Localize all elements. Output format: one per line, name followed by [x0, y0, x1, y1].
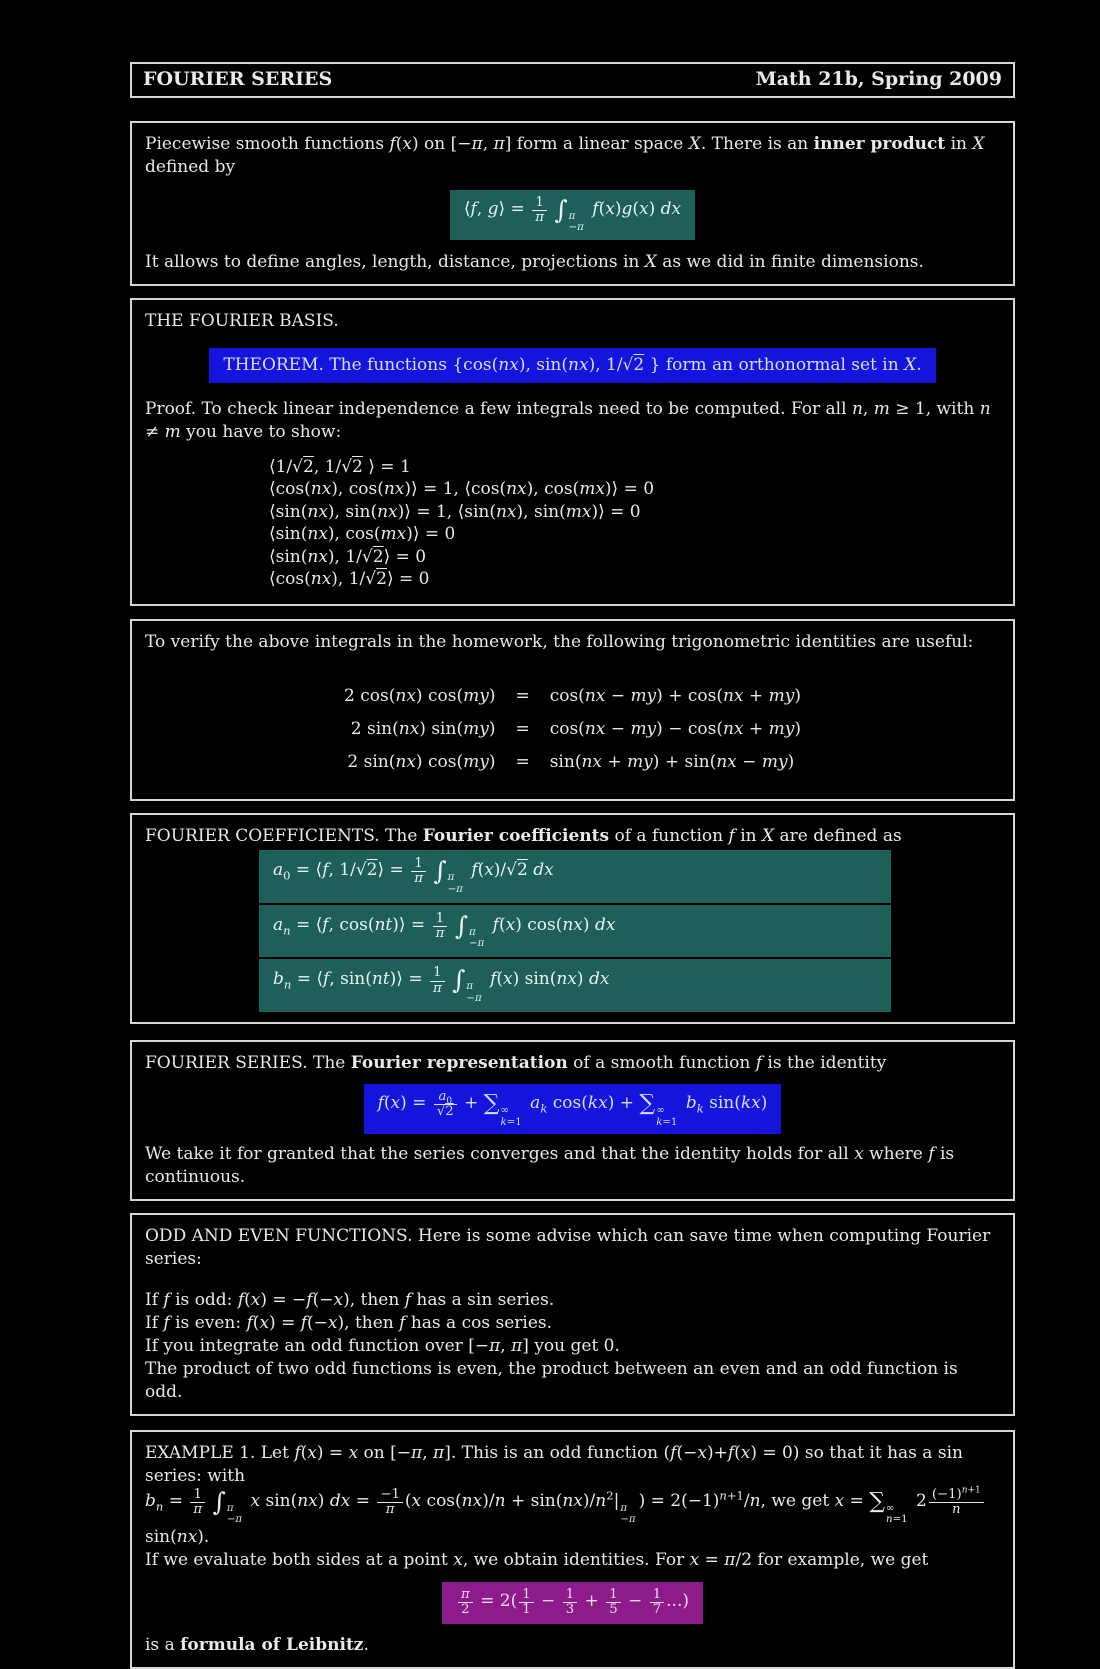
inner-product-note: It allows to define angles, length, distance, projections in X as we did in finite dimensions. [145, 252, 924, 273]
series-formula: f(x) = $\frac{a_0}{√2}$ + ∑ ∞ k=1 $a_k$ cos(kx) + ∑ ∞ k=1 $b_k$ sin(kx) [364, 1084, 782, 1135]
course-label: Math 21b, Spring 2009 [755, 68, 1002, 90]
document-page [130, 62, 1015, 1669]
inner-product-formula: ⟨f, g⟩ = $\frac{1}{\pi}$ ∫ π −π f(x)g(x) dx [450, 190, 695, 241]
trig-identities-section [130, 619, 1015, 801]
identity-row [344, 746, 801, 779]
identity-row [344, 713, 801, 746]
theorem-highlight: THEOREM. The functions {cos(nx), sin(nx), 1/√2 } form an orthonormal set in X. [209, 348, 935, 383]
coefficient-formula-bn: $b_n$ = ⟨f, sin(nt)⟩ = $\frac{1}{\pi}$ ∫ π −π f(x) sin(nx) dx [259, 959, 891, 1012]
example-text-3: If we evaluate both sides at a point x, we obtain identities. For x = π/2 for example, we get [145, 1550, 929, 1571]
identity-lhs: 2 cos(nx) cos(my) [344, 686, 496, 707]
odd-even-line: If f is odd: f(x) = −f(−x), then f has a sin series. [145, 1290, 555, 1311]
orthogonality-line: ⟨1/√2, 1/√2 ⟩ = 1 [269, 456, 411, 477]
orthogonality-line: ⟨sin(nx), 1/√2⟩ = 0 [269, 546, 427, 567]
example-text-2: $b_n$ = $\frac{1}{\pi}$ ∫ π −π x sin(nx) dx = $\frac{-1}{\pi}$ (x $\cos(nx)/n + \sin(nx)/n^2|$ π −π ) = $2(-1)^{n+1}/n$, we get x = ∑ ∞ n=1 2 $\frac{(-1)^{n+1}}{n}$ sin(nx). [145, 1488, 1000, 1550]
example-text-4: is a formula of Leibnitz. [145, 1634, 369, 1655]
example-text-1: EXAMPLE 1. Let f(x) = x on [−π, π]. This is an odd function (f(−x)+f(x) = 0) so that it has a sin series: with [145, 1442, 963, 1486]
identities-intro: To verify the above integrals in the homework, the following trigonometric identities are useful: [145, 632, 974, 653]
example-section [130, 1430, 1015, 1669]
identity-equals: = [515, 719, 530, 740]
leibnitz-formula: $\frac{\pi}{2}$ = 2( $\frac{1}{1}$ − $\frac{1}{3}$ + $\frac{1}{5}$ − $\frac{1}{7}$ ...) [442, 1582, 703, 1624]
odd-even-rules [145, 1289, 1000, 1404]
series-title: FOURIER SERIES. The Fourier representation of a smooth function f is the identity [145, 1052, 887, 1073]
identity-rhs: cos(nx − my) − cos(nx + my) [549, 719, 801, 740]
orthogonality-line: ⟨sin(nx), cos(mx)⟩ = 0 [269, 524, 456, 545]
coefficients-title: FOURIER COEFFICIENTS. The Fourier coefficients of a function f in X are defined as [145, 826, 902, 847]
orthogonality-line: ⟨cos(nx), 1/√2⟩ = 0 [269, 568, 430, 589]
page-title: FOURIER SERIES [143, 68, 333, 90]
inner-product-section [130, 121, 1015, 286]
identity-rhs: sin(nx + my) + sin(nx − my) [549, 752, 795, 773]
orthogonality-line: ⟨cos(nx), cos(nx)⟩ = 1, ⟨cos(nx), cos(mx)⟩ = 0 [269, 479, 655, 500]
identity-lhs: 2 sin(nx) cos(my) [347, 752, 496, 773]
identity-equals: = [515, 752, 530, 773]
odd-even-line: The product of two odd functions is even, the product between an even and an odd function is odd. [145, 1358, 958, 1402]
odd-even-section [130, 1213, 1015, 1416]
identities-table [344, 680, 801, 779]
orthogonality-list [269, 456, 1000, 591]
series-note: We take it for granted that the series converges and that the identity holds for all x where f is continuous. [145, 1144, 955, 1188]
proof-text: Proof. To check linear independence a few integrals need to be computed. For all n, m ≥ 1, with n ≠ m you have to show: [145, 398, 991, 442]
identity-rhs: cos(nx − my) + cos(nx + my) [549, 686, 801, 707]
header [130, 62, 1015, 98]
orthogonality-line: ⟨sin(nx), sin(nx)⟩ = 1, ⟨sin(nx), sin(mx)⟩ = 0 [269, 501, 641, 522]
identity-equals: = [515, 686, 530, 707]
identity-row [344, 680, 801, 713]
odd-even-title: ODD AND EVEN FUNCTIONS. Here is some advise which can save time when computing Fourier series: [145, 1226, 991, 1270]
fourier-basis-section [130, 298, 1015, 606]
inner-product-intro: Piecewise smooth functions f(x) on [−π, π] form a linear space X. There is an inner product in X defined by [145, 133, 985, 177]
odd-even-line: If you integrate an odd function over [−π, π] you get 0. [145, 1335, 620, 1356]
fourier-series-section [130, 1040, 1015, 1201]
coefficients-section [130, 813, 1015, 1024]
coefficient-formula-a0: $a_0$ = ⟨f, 1/√2⟩ = $\frac{1}{\pi}$ ∫ π −π f(x)/√2 dx [259, 850, 891, 903]
coefficient-formula-an: $a_n$ = ⟨f, cos(nt)⟩ = $\frac{1}{\pi}$ ∫ π −π f(x) cos(nx) dx [259, 905, 891, 958]
basis-title: THE FOURIER BASIS. [145, 311, 339, 332]
odd-even-line: If f is even: f(x) = f(−x), then f has a cos series. [145, 1312, 553, 1333]
identity-lhs: 2 sin(nx) sin(my) [350, 719, 496, 740]
